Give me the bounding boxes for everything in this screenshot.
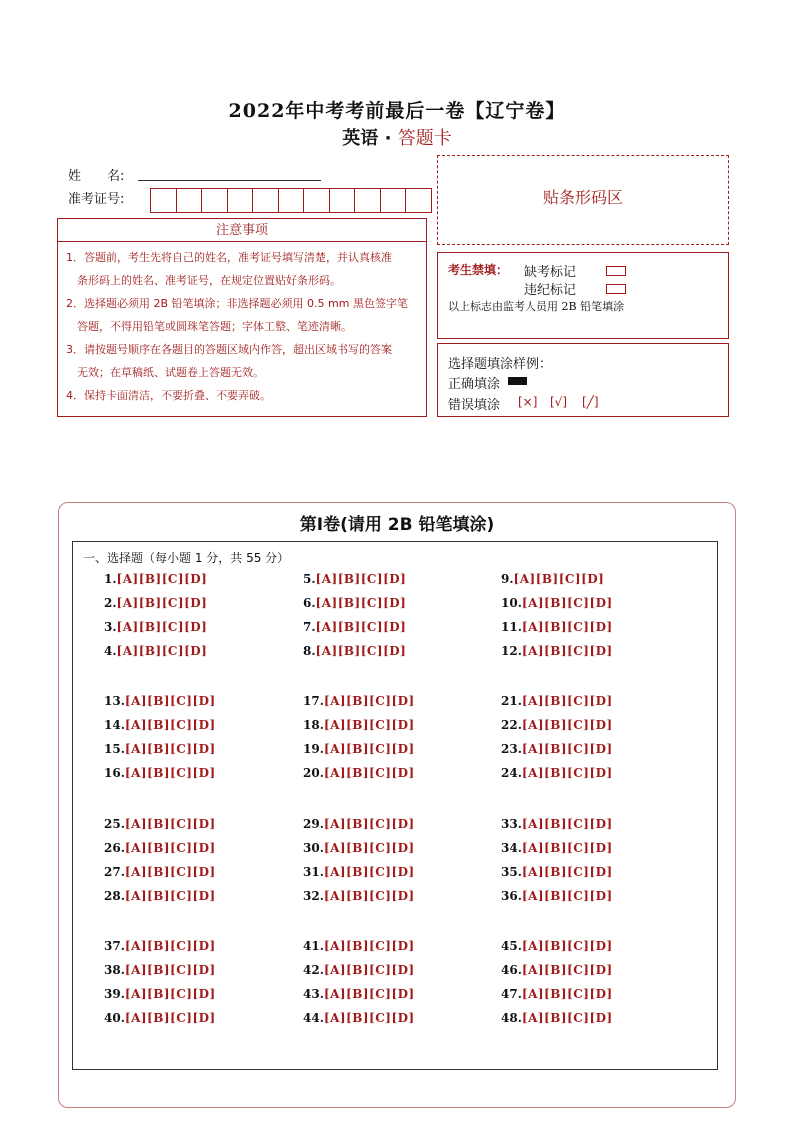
answer-options[interactable]: [A][B][C][D] [323,865,415,879]
question-row[interactable] [501,572,604,586]
question-number: 9. [501,572,514,586]
answer-options[interactable]: [A][B][C][D] [323,742,415,756]
answer-options[interactable]: [A][B][C][D] [124,742,216,756]
barcode-area: 贴条形码区 [437,155,729,245]
answer-options[interactable]: [A][B][C][D] [323,766,415,780]
card-label: 答题卡 [397,128,452,149]
question-row[interactable] [104,572,207,586]
question-row[interactable] [303,644,406,658]
question-row[interactable] [104,718,216,732]
answer-options[interactable]: [A][B][C][D] [116,596,208,610]
answer-options[interactable]: [A][B][C][D] [323,963,415,977]
id-digit-box[interactable] [329,188,356,213]
question-number: 35. [501,865,522,879]
question-row[interactable] [303,1011,415,1025]
answer-options[interactable]: [A][B][C][D] [521,1011,613,1025]
question-number: 40. [104,1011,125,1025]
question-row[interactable] [303,742,415,756]
page-title: 2022年中考考前最后一卷【辽宁卷】 [228,100,566,122]
question-number: 30. [303,841,324,855]
wrong-mark: [╱] [582,395,599,409]
question-number: 33. [501,817,522,831]
notice-line: 4．保持卡面清洁，不要折叠、不要弄破。 [66,389,271,402]
question-row[interactable] [501,865,613,879]
question-row[interactable] [104,889,216,903]
answer-options[interactable]: [A][B][C][D] [124,718,216,732]
answer-options[interactable]: [A][B][C][D] [124,694,216,708]
question-number: 29. [303,817,324,831]
section-title: 第Ⅰ卷(请用 2B 铅笔填涂) [299,515,495,535]
question-row[interactable] [501,620,613,634]
part-label: 一、选择题（每小题 1 分，共 55 分） [83,551,290,565]
answer-options[interactable]: [A][B][C][D] [521,939,613,953]
question-row[interactable] [303,596,406,610]
notice-line: 条形码上的姓名、准考证号，在规定位置贴好条形码。 [66,274,341,287]
answer-options[interactable]: [A][B][C][D] [323,817,415,831]
fill-example-box [437,343,729,417]
id-label: 准考证号: [68,192,125,207]
question-row[interactable] [104,644,207,658]
forbidden-note: 以上标志由监考人员用 2B 铅笔填涂 [448,300,625,313]
question-row[interactable] [501,1011,613,1025]
correct-fill-label: 正确填涂 [448,377,501,392]
answer-options[interactable]: [A][B][C][D] [124,1011,216,1025]
correct-fill-mark [508,377,527,385]
notice-body [57,242,427,417]
question-row[interactable] [303,865,415,879]
question-number: 38. [104,963,125,977]
answer-options[interactable]: [A][B][C][D] [124,817,216,831]
question-number: 3. [104,620,117,634]
answer-options[interactable]: [A][B][C][D] [521,963,613,977]
question-row[interactable] [501,718,613,732]
question-number: 26. [104,841,125,855]
question-number: 17. [303,694,324,708]
absent-label: 缺考标记 [524,265,577,280]
answer-options[interactable]: [A][B][C][D] [323,841,415,855]
question-row[interactable] [501,742,613,756]
id-digit-box[interactable] [252,188,279,213]
wrong-fill-label: 错误填涂 [448,398,501,413]
id-digit-box[interactable] [227,188,254,213]
question-row[interactable] [303,766,415,780]
question-number: 36. [501,889,522,903]
question-row[interactable] [303,620,406,634]
answer-options[interactable]: [A][B][C][D] [124,963,216,977]
id-digit-box[interactable] [278,188,305,213]
question-number: 11. [501,620,522,634]
question-number: 43. [303,987,324,1001]
notice-line: 1．答题前，考生先将自己的姓名，准考证号填写清楚，并认真核准 [66,251,392,264]
question-row[interactable] [501,694,613,708]
question-number: 32. [303,889,324,903]
question-row[interactable] [501,766,613,780]
answer-options[interactable]: [A][B][C][D] [521,644,613,658]
notice-line: 无效；在草稿纸、试题卷上答题无效。 [66,366,264,379]
question-number: 18. [303,718,324,732]
answer-options[interactable]: [A][B][C][D] [521,718,613,732]
question-number: 21. [501,694,522,708]
answer-options[interactable]: [A][B][C][D] [521,889,613,903]
subject-label: 英语 [342,128,379,149]
answer-options[interactable]: [A][B][C][D] [521,596,613,610]
question-row[interactable] [501,963,613,977]
name-label: 姓 名: [68,169,125,184]
answer-options[interactable]: [A][B][C][D] [323,889,415,903]
question-number: 8. [303,644,316,658]
subtitle-dot: · [384,128,392,149]
question-number: 4. [104,644,117,658]
answer-options[interactable]: [A][B][C][D] [323,1011,415,1025]
question-number: 45. [501,939,522,953]
question-number: 14. [104,718,125,732]
question-row[interactable] [303,987,415,1001]
question-number: 6. [303,596,316,610]
question-number: 24. [501,766,522,780]
question-row[interactable] [104,963,216,977]
answer-options[interactable]: [A][B][C][D] [124,987,216,1001]
example-heading: 选择题填涂样例： [448,357,553,372]
answer-options[interactable]: [A][B][C][D] [323,987,415,1001]
question-row[interactable] [303,963,415,977]
question-number: 31. [303,865,324,879]
id-digit-box[interactable] [354,188,381,213]
question-row[interactable] [303,889,415,903]
id-digit-box[interactable] [150,188,177,213]
answer-options[interactable]: [A][B][C][D] [124,766,216,780]
question-number: 47. [501,987,522,1001]
question-row[interactable] [104,620,207,634]
answer-options[interactable]: [A][B][C][D] [124,889,216,903]
answer-options[interactable]: [A][B][C][D] [315,596,407,610]
question-row[interactable] [104,694,216,708]
answer-options[interactable]: [A][B][C][D] [521,694,613,708]
notice-line: 答题，不得用铅笔或圆珠笔答题；字体工整、笔迹清晰。 [66,320,352,333]
answer-options[interactable]: [A][B][C][D] [315,572,407,586]
answer-options[interactable]: [A][B][C][D] [315,620,407,634]
answer-options[interactable]: [A][B][C][D] [124,841,216,855]
question-row[interactable] [501,817,613,831]
question-row[interactable] [303,694,415,708]
question-number: 25. [104,817,125,831]
question-number: 22. [501,718,522,732]
question-number: 39. [104,987,125,1001]
answer-options[interactable]: [A][B][C][D] [521,841,613,855]
question-row[interactable] [303,817,415,831]
question-number: 41. [303,939,324,953]
name-field[interactable] [138,180,321,181]
notice-line: 2．选择题必须用 2B 铅笔填涂；非选择题必须用 0.5 mm 黑色签字笔 [66,297,408,310]
question-number: 1. [104,572,117,586]
page-subtitle [0,124,794,150]
question-number: 48. [501,1011,522,1025]
question-number: 46. [501,963,522,977]
question-number: 37. [104,939,125,953]
question-row[interactable] [104,596,207,610]
question-row[interactable] [104,817,216,831]
question-number: 27. [104,865,125,879]
id-digit-box[interactable] [380,188,407,213]
answer-options[interactable]: [A][B][C][D] [124,865,216,879]
question-number: 13. [104,694,125,708]
answer-options[interactable]: [A][B][C][D] [124,939,216,953]
answer-options[interactable]: [A][B][C][D] [323,694,415,708]
question-row[interactable] [303,939,415,953]
wrong-mark: [√] [550,395,568,409]
violation-checkbox[interactable] [606,284,626,294]
answer-options[interactable]: [A][B][C][D] [521,766,613,780]
answer-options[interactable]: [A][B][C][D] [116,572,208,586]
question-row[interactable] [501,644,613,658]
question-number: 34. [501,841,522,855]
answer-options[interactable]: [A][B][C][D] [521,742,613,756]
question-number: 15. [104,742,125,756]
answer-options[interactable]: [A][B][C][D] [521,865,613,879]
answer-options[interactable]: [A][B][C][D] [315,644,407,658]
id-digit-box[interactable] [201,188,228,213]
id-digit-box[interactable] [303,188,330,213]
question-number: 7. [303,620,316,634]
answer-options[interactable]: [A][B][C][D] [513,572,605,586]
question-number: 23. [501,742,522,756]
question-row[interactable] [501,841,613,855]
question-row[interactable] [303,841,415,855]
question-number: 10. [501,596,522,610]
answer-options[interactable]: [A][B][C][D] [521,620,613,634]
question-row[interactable] [104,865,216,879]
question-number: 20. [303,766,324,780]
forbidden-box [437,252,729,339]
question-number: 28. [104,889,125,903]
answer-options[interactable]: [A][B][C][D] [323,718,415,732]
wrong-mark: [×] [518,395,538,409]
question-number: 42. [303,963,324,977]
id-number-boxes[interactable] [151,188,432,213]
question-number: 16. [104,766,125,780]
question-row[interactable] [303,572,406,586]
question-row[interactable] [501,987,613,1001]
notice-line: 3．请按题号顺序在各题目的答题区域内作答，超出区域书写的答案 [66,343,392,356]
question-number: 44. [303,1011,324,1025]
question-row[interactable] [104,1011,216,1025]
question-number: 2. [104,596,117,610]
question-number: 19. [303,742,324,756]
question-row[interactable] [501,889,613,903]
question-row[interactable] [303,718,415,732]
question-row[interactable] [104,742,216,756]
question-number: 12. [501,644,522,658]
answer-options[interactable]: [A][B][C][D] [323,939,415,953]
question-row[interactable] [104,987,216,1001]
question-number: 5. [303,572,316,586]
answer-options[interactable]: [A][B][C][D] [521,987,613,1001]
notice-heading: 注意事项 [57,218,427,242]
id-digit-box[interactable] [176,188,203,213]
answer-options[interactable]: [A][B][C][D] [116,620,208,634]
question-row[interactable] [104,939,216,953]
absent-checkbox[interactable] [606,266,626,276]
answer-options[interactable]: [A][B][C][D] [116,644,208,658]
violation-label: 违纪标记 [524,283,577,298]
question-row[interactable] [104,766,216,780]
question-row[interactable] [501,596,613,610]
forbidden-label: 考生禁填： [448,263,509,277]
question-row[interactable] [104,841,216,855]
question-row[interactable] [501,939,613,953]
answer-options[interactable]: [A][B][C][D] [521,817,613,831]
id-digit-box[interactable] [405,188,432,213]
